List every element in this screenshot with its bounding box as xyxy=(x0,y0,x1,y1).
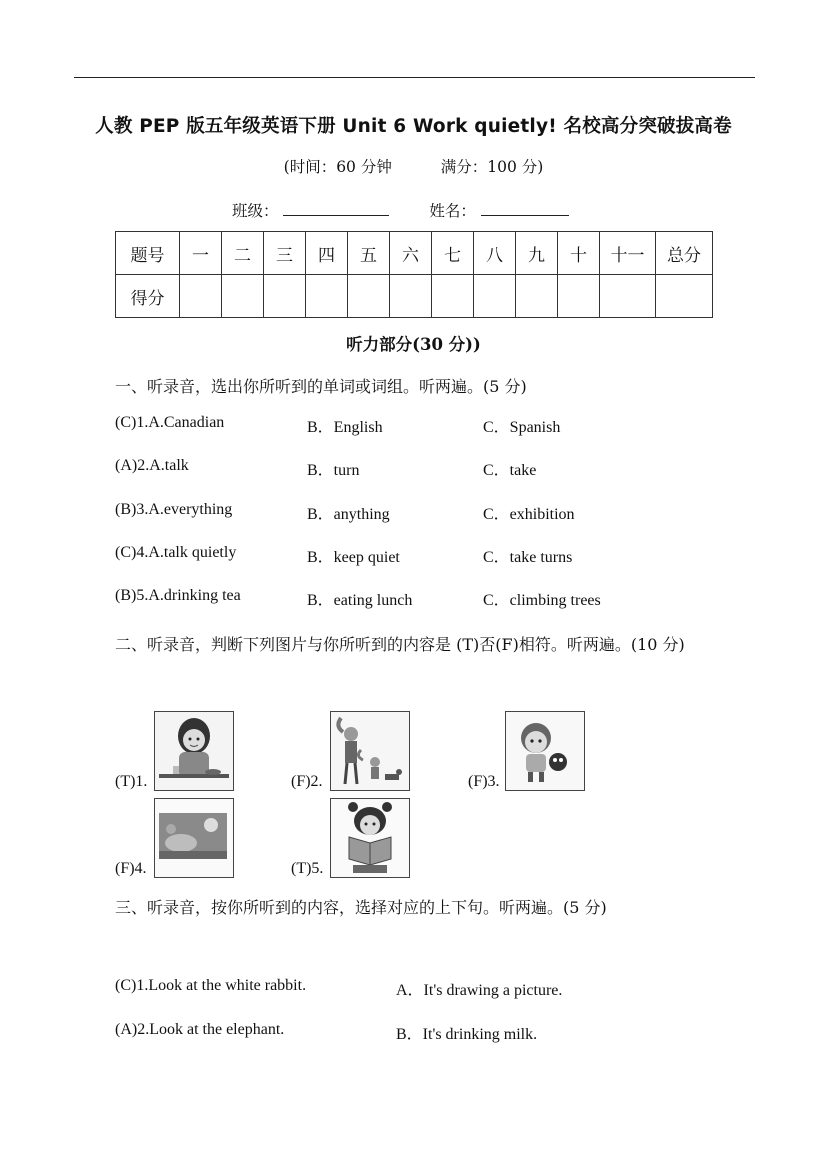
score-cell[interactable] xyxy=(600,275,656,318)
score-cell[interactable] xyxy=(390,275,432,318)
option-c: C．exhibition xyxy=(483,506,575,523)
question-option-a: (B)5.A.drinking tea xyxy=(115,587,241,604)
night-scene-picture xyxy=(154,798,234,878)
score-cell[interactable] xyxy=(306,275,348,318)
score-table-header-row xyxy=(116,232,713,275)
header-rule xyxy=(74,77,755,78)
score-header-cell: 三 xyxy=(264,232,306,275)
option-b: B．English xyxy=(307,419,383,436)
question-text: (A)2.Look at the elephant. xyxy=(115,1021,285,1038)
class-label: 班级： xyxy=(232,202,279,220)
section1-heading: 一、听录音，选出你所听到的单词或词组。听两遍。(5 分) xyxy=(115,377,527,396)
question-option-a: (C)4.A.talk quietly xyxy=(115,544,237,561)
option-c: C．take turns xyxy=(483,549,573,566)
option-c: C．take xyxy=(483,462,537,479)
score-table xyxy=(115,231,713,318)
picture-answer-2: (F)2. xyxy=(291,773,323,790)
full-score-label: 满分：100 分) xyxy=(440,158,544,176)
picture-answer-5: (T)5. xyxy=(291,860,324,877)
score-header-cell: 九 xyxy=(516,232,558,275)
score-header-cell: 二 xyxy=(222,232,264,275)
score-header-cell: 题号 xyxy=(116,232,180,275)
student-info-line xyxy=(232,199,569,221)
option-c: C．Spanish xyxy=(483,419,561,436)
score-header-cell: 五 xyxy=(348,232,390,275)
response-option: A．It's drawing a picture. xyxy=(396,982,563,999)
score-table-score-row xyxy=(116,275,713,318)
exam-info xyxy=(0,155,827,177)
score-header-cell: 六 xyxy=(390,232,432,275)
option-b: B．eating lunch xyxy=(307,592,413,609)
score-header-cell: 七 xyxy=(432,232,474,275)
question-option-a: (B)3.A.everything xyxy=(115,501,233,518)
score-cell[interactable] xyxy=(474,275,516,318)
picture-answer-3: (F)3. xyxy=(468,773,500,790)
time-label: (时间：60 分钟 xyxy=(283,158,392,176)
score-cell[interactable] xyxy=(348,275,390,318)
score-row-label: 得分 xyxy=(116,275,180,318)
question-option-a: (C)1.A.Canadian xyxy=(115,414,225,431)
score-header-cell: 一 xyxy=(180,232,222,275)
question-text: (C)1.Look at the white rabbit. xyxy=(115,977,307,994)
girl-eating-picture xyxy=(154,711,234,791)
score-header-cell: 十一 xyxy=(600,232,656,275)
section2-heading: 二、听录音，判断下列图片与你所听到的内容是 (T)否(F)相符。听两遍。(10 分) xyxy=(115,635,685,654)
score-cell[interactable] xyxy=(516,275,558,318)
family-with-dog-picture xyxy=(330,711,410,791)
score-header-cell: 八 xyxy=(474,232,516,275)
option-b: B．anything xyxy=(307,506,390,523)
score-header-cell: 四 xyxy=(306,232,348,275)
girl-reading-picture xyxy=(330,798,410,878)
name-label: 姓名： xyxy=(429,202,476,220)
option-b: B．keep quiet xyxy=(307,549,400,566)
option-c: C．climbing trees xyxy=(483,592,601,609)
score-cell[interactable] xyxy=(432,275,474,318)
score-cell[interactable] xyxy=(656,275,713,318)
question-option-a: (A)2.A.talk xyxy=(115,457,189,474)
girl-with-toy-picture xyxy=(505,711,585,791)
section3-heading: 三、听录音，按你所听到的内容，选择对应的上下句。听两遍。(5 分) xyxy=(115,898,607,917)
picture-answer-4: (F)4. xyxy=(115,860,147,877)
listening-section-title: 听力部分(30 分)) xyxy=(346,335,481,354)
score-header-cell: 总分 xyxy=(656,232,713,275)
score-header-cell: 十 xyxy=(558,232,600,275)
option-b: B．turn xyxy=(307,462,360,479)
response-option: B．It's drinking milk. xyxy=(396,1026,538,1043)
name-blank[interactable] xyxy=(481,200,569,216)
score-cell[interactable] xyxy=(222,275,264,318)
picture-answer-1: (T)1. xyxy=(115,773,148,790)
score-cell[interactable] xyxy=(558,275,600,318)
score-cell[interactable] xyxy=(264,275,306,318)
class-blank[interactable] xyxy=(283,200,389,216)
page-title: 人教 PEP 版五年级英语下册 Unit 6 Work quietly! 名校高分突破拔高卷 xyxy=(95,116,732,137)
score-cell[interactable] xyxy=(180,275,222,318)
